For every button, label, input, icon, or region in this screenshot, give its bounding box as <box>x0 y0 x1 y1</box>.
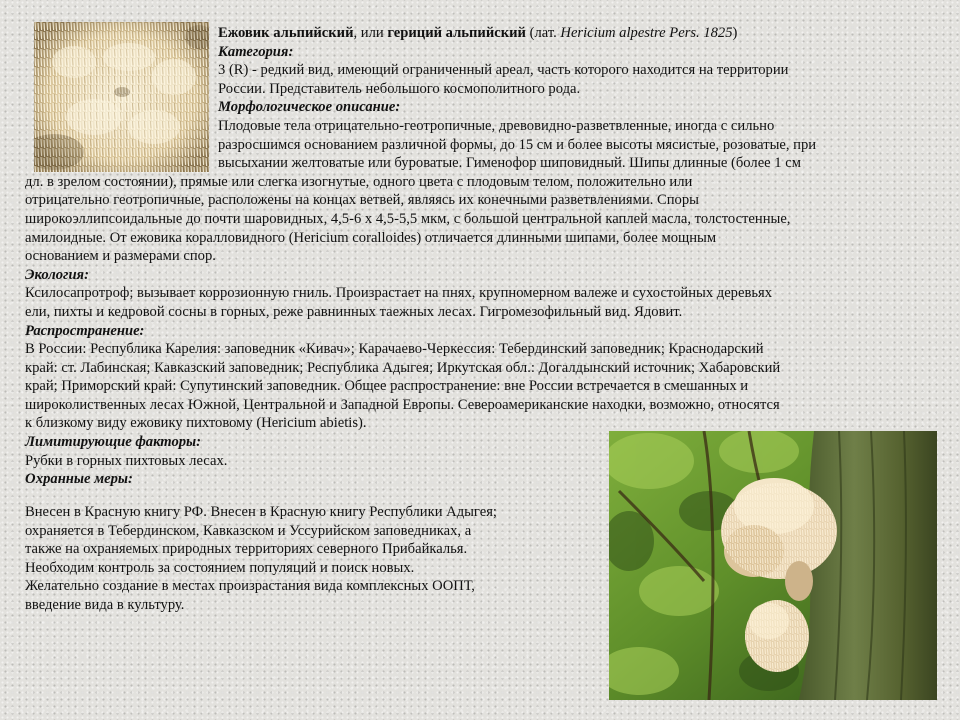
latin-prefix: (лат. <box>525 25 561 41</box>
protection-line: Желательно создание в местах произрастания вида комплексных ООПТ, <box>25 578 475 595</box>
morphology-line: отрицательно геотропичные, расположены на концах ветвей, являясь их конечными разветвлениями. Споры <box>25 192 699 209</box>
latin-name: Hericium alpestre Pers. 1825 <box>560 25 733 41</box>
species-description <box>25 24 940 489</box>
common-name: Ежовик альпийский <box>218 25 354 41</box>
distribution-line: к близкому виду ежовику пихтовому (Hericium abietis). <box>25 415 367 432</box>
protection-line: введение вида в культуру. <box>25 596 185 613</box>
protection-line: также на охраняемых природных территориях северного Прибайкалья. <box>25 541 468 558</box>
category-heading: Категория: <box>218 43 294 60</box>
protection-measures <box>25 503 585 615</box>
ecology-line: Ксилосапротроф; вызывает коррозионную гниль. Произрастает на пнях, крупномерном валеже и сухостойных деревьях <box>25 285 773 302</box>
limiting-factors-line: Рубки в горных пихтовых лесах. <box>25 452 228 469</box>
morphology-line: высыхании желтоватые или буроватые. Гименофор шиповидный. Шипы длинные (более 1 см <box>218 155 801 172</box>
ecology-line: ели, пихты и кедровой сосны в горных, реже равнинных таежных лесах. Гигромезофильный вид. Ядовит. <box>25 303 683 320</box>
morphology-line: основанием и размерами спор. <box>25 248 216 265</box>
protection-heading: Охранные меры: <box>25 471 133 488</box>
morphology-line: амилоидные. От ежовика коралловидного (Hericium coralloides) отличается длинными шипами, более мощным <box>25 229 717 246</box>
distribution-line: край; Приморский край: Супутинский заповедник. Общее распространение: вне России встречается в смешанных и <box>25 378 749 395</box>
morphology-line: Плодовые тела отрицательно-геотропичные, древовидно-разветвленные, иногда с сильно <box>218 117 775 134</box>
latin-suffix: ) <box>732 25 738 41</box>
morphology-line: разросшимся основанием различной формы, до 15 см и более высоты мясистые, розоватые, при <box>218 136 817 153</box>
ecology-heading: Экология: <box>25 266 89 283</box>
distribution-line: широколиственных лесах Южной, Центральной и Западной Европы. Североамериканские находки, возможно, относятся <box>25 396 780 413</box>
alt-name: гериций альпийский <box>387 25 526 41</box>
category-line: 3 (R) - редкий вид, имеющий ограниченный ареал, часть которого находится на территории <box>218 62 789 79</box>
distribution-line: край: ст. Лабинская; Кавказский заповедник; Республика Адыгея; Иркутская обл.: Догалдынский источник; Хабаровский <box>25 359 781 376</box>
title-separator: , или <box>353 25 388 41</box>
morphology-heading: Морфологическое описание: <box>218 99 401 116</box>
morphology-line: дл. в зрелом состоянии), прямые или слегка изогнутые, одного цвета с плодовым телом, положительно или <box>25 173 693 190</box>
morphology-line: широкоэллипсоидальные до почти шаровидных, 4,5-6 х 4,5-5,5 мкм, с большой центральной каплей масла, толстостенные, <box>25 210 791 227</box>
distribution-line: В России: Республика Карелия: заповедник «Кивач»; Карачаево-Черкессия: Тебердинский заповедник; Краснодарский <box>25 341 764 358</box>
protection-line: Необходим контроль за состоянием популяций и поиск новых. <box>25 559 415 576</box>
limiting-factors-heading: Лимитирующие факторы: <box>25 434 202 451</box>
species-title <box>25 24 940 43</box>
protection-line: Внесен в Красную книгу РФ. Внесен в Красную книгу Республики Адыгея; <box>25 504 497 520</box>
category-line: России. Представитель небольшого космополитного рода. <box>218 80 581 97</box>
protection-line: охраняется в Тебердинском, Кавказском и Уссурийском заповедниках, а <box>25 522 472 539</box>
distribution-heading: Распространение: <box>25 322 145 339</box>
